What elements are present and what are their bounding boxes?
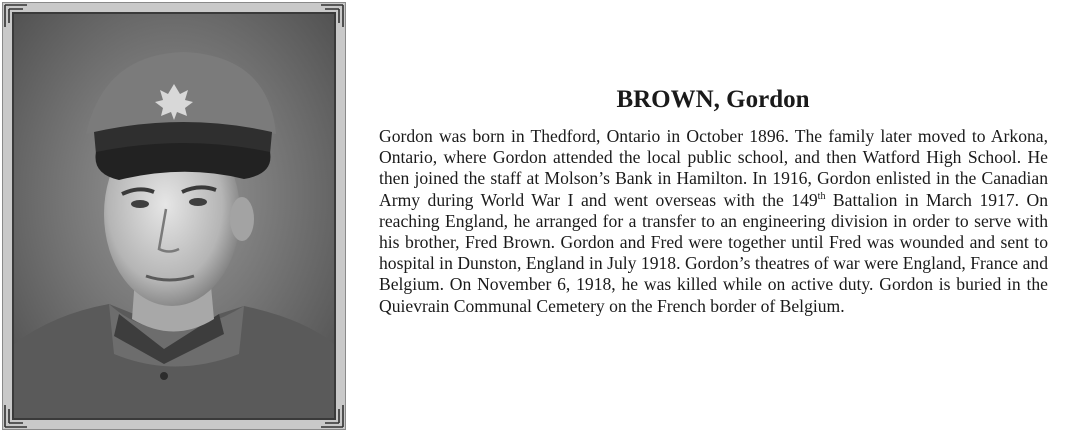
bio-text-part1: Gordon was born in Thedford, Ontario in October 1896. The family later moved to Arkona, Ontario, where Gordon attended the local public school, and then Watford High School. He then joined the staff at Molson’s Bank in Hamilton. In 1916, Gordon enlisted in the Canadian Army during World War I and went overseas with the 149 bbox=[379, 126, 1048, 210]
bio-text-part2: Battalion in March 1917. On reaching England, he arranged for a transfer to an engineering division in order to serve with his brother, Fred Brown. Gordon and Fred were together until Fred was wounded and sent to hospital in Dunston, England in July 1918. Gordon’s theatres of war were England, France and Belgium. On November 6, 1918, he was killed while on active duty. Gordon is buried in the Quievrain Communal Cemetery on the French border of Belgium. bbox=[379, 189, 1048, 316]
soldier-portrait-image bbox=[14, 14, 334, 418]
entry-biography bbox=[379, 126, 1048, 317]
bio-ordinal-suffix: th bbox=[817, 190, 826, 202]
entry-title: BROWN, Gordon bbox=[616, 86, 810, 113]
photo-frame bbox=[2, 2, 346, 430]
portrait-photo bbox=[12, 12, 336, 420]
